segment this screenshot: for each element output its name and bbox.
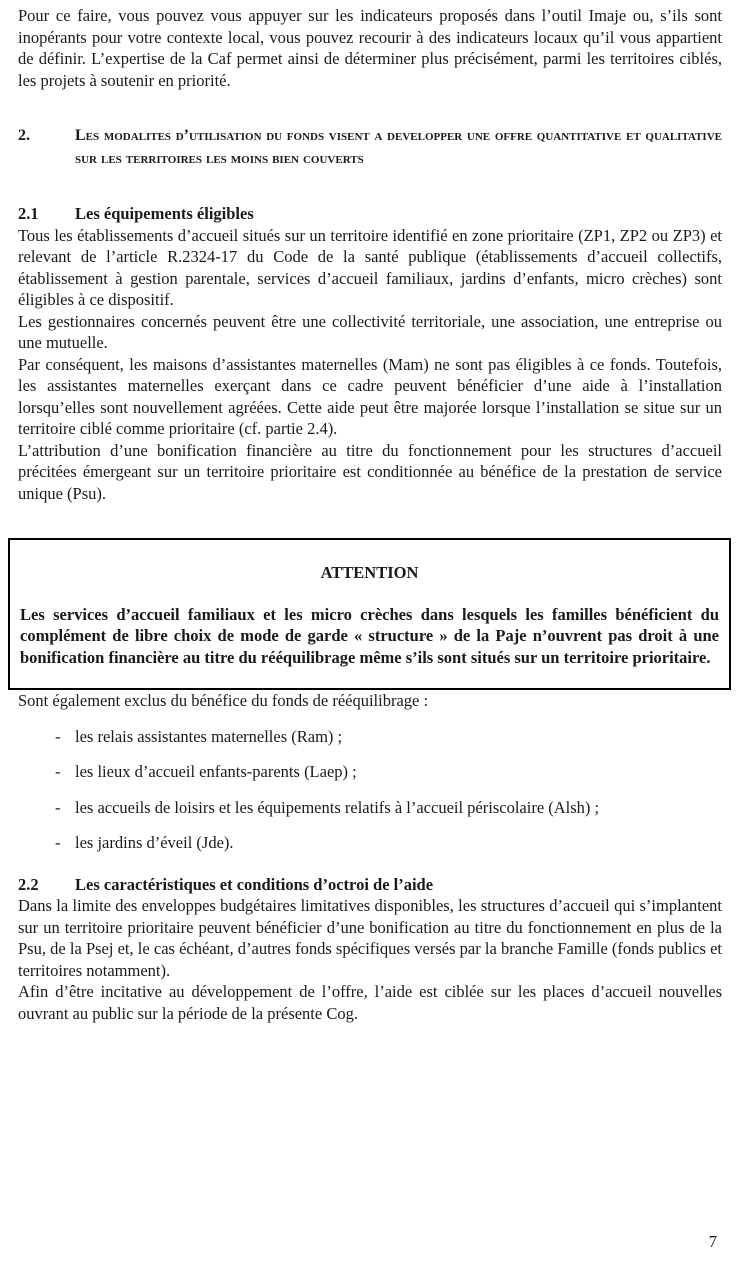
list-item-text: les lieux d’accueil enfants-parents (Laep) ; bbox=[75, 762, 357, 781]
section-2-heading bbox=[18, 124, 722, 170]
list-dash: - bbox=[55, 797, 61, 817]
section-2-1-number: 2.1 bbox=[18, 204, 39, 223]
attention-body: Les services d’accueil familiaux et les micro crèches dans lesquels les familles bénéficient du complément de libre choix de mode de garde « structure » de la Paje n’ouvrent pas droit à une bonification financière au titre du rééquilibrage même s’ils sont situés sur un territoire prioritaire. bbox=[20, 604, 719, 667]
exclusions-list bbox=[18, 726, 722, 854]
intro-paragraph: Pour ce faire, vous pouvez vous appuyer sur les indicateurs proposés dans l’outil Imaje ou, s’ils sont inopérants pour votre contexte local, vous pouvez recourir à des indicateurs locaux qu’il vous appartient de définir. L’expertise de la Caf permet ainsi de déterminer plus précisément, parmi les territoires ciblés, les projets à soutenir en priorité. bbox=[18, 6, 722, 90]
list-item-text: les accueils de loisirs et les équipements relatifs à l’accueil périscolaire (Alsh) ; bbox=[75, 797, 600, 817]
list-item bbox=[18, 832, 722, 854]
list-item-text: les jardins d’éveil (Jde). bbox=[75, 833, 234, 852]
paragraph-aide-ciblee: Afin d’être incitative au développement de l’offre, l’aide est ciblée sur les places d’accueil nouvelles ouvrant au public sur la période de la présente Cog. bbox=[18, 982, 722, 1023]
list-item-text: les relais assistantes maternelles (Ram) ; bbox=[75, 726, 343, 746]
section-2-2-heading bbox=[18, 874, 722, 896]
list-item bbox=[18, 761, 722, 783]
section-2-title: Les modalites d’utilisation du fonds visent a developper une offre quantitative et qualitative sur les territoires les moins bien couverts bbox=[75, 127, 722, 167]
attention-box bbox=[8, 538, 731, 690]
list-dash: - bbox=[55, 833, 61, 852]
paragraph-mam-exclusion: Par conséquent, les maisons d’assistantes maternelles (Mam) ne sont pas éligibles à ce fonds. Toutefois, les assistantes maternelles exerçant dans ce cadre peuvent bénéficier d’une aide à l’installation lorsqu’elles sont nouvellement agréées. Cette aide peut être majorée lorsque l’installation se situe sur un territoire ciblé comme prioritaire (cf. partie 2.4). bbox=[18, 354, 722, 438]
attention-title: ATTENTION bbox=[320, 563, 419, 582]
paragraph-gestionnaires: Les gestionnaires concernés peuvent être une collectivité territoriale, une association, une entreprise ou une mutuelle. bbox=[18, 311, 722, 352]
exclusions-intro: Sont également exclus du bénéfice du fonds de rééquilibrage : bbox=[18, 691, 429, 710]
section-2-1-title: Les équipements éligibles bbox=[75, 204, 254, 223]
list-item bbox=[18, 726, 722, 748]
page-number: 7 bbox=[708, 1232, 717, 1251]
section-2-2-title: Les caractéristiques et conditions d’octroi de l’aide bbox=[75, 874, 434, 894]
section-2-1-heading bbox=[18, 203, 722, 225]
paragraph-eligible-establishments: Tous les établissements d’accueil situés sur un territoire identifié en zone prioritaire (ZP1, ZP2 ou ZP3) et relevant de l’article R.2324-17 du Code de la santé publique (établissements d’accueil collectifs, établissement à gestion parentale, services d’accueil familiaux, jardins d’enfants, micro crèches) sont éligibles à ce dispositif. bbox=[18, 225, 722, 309]
list-dash: - bbox=[55, 726, 61, 746]
paragraph-enveloppes-budgetaires: Dans la limite des enveloppes budgétaires limitatives disponibles, les structures d’accueil qui s’implantent sur un territoire prioritaire peuvent bénéficier d’une bonification au titre du fonctionnement en plus de la Psu, de la Psej et, le cas échéant, d’autres fonds spécifiques versés par la branche Famille (fonds publics et territoires notamment). bbox=[18, 896, 722, 980]
section-2-2-number: 2.2 bbox=[18, 874, 39, 894]
section-2-number: 2. bbox=[18, 127, 30, 144]
list-item bbox=[18, 797, 722, 819]
list-dash: - bbox=[55, 762, 61, 781]
paragraph-bonification-psu: L’attribution d’une bonification financière au titre du fonctionnement pour les structures d’accueil précitées émergeant sur un territoire prioritaire est conditionnée au bénéfice de la prestation de service unique (Psu). bbox=[18, 440, 722, 503]
